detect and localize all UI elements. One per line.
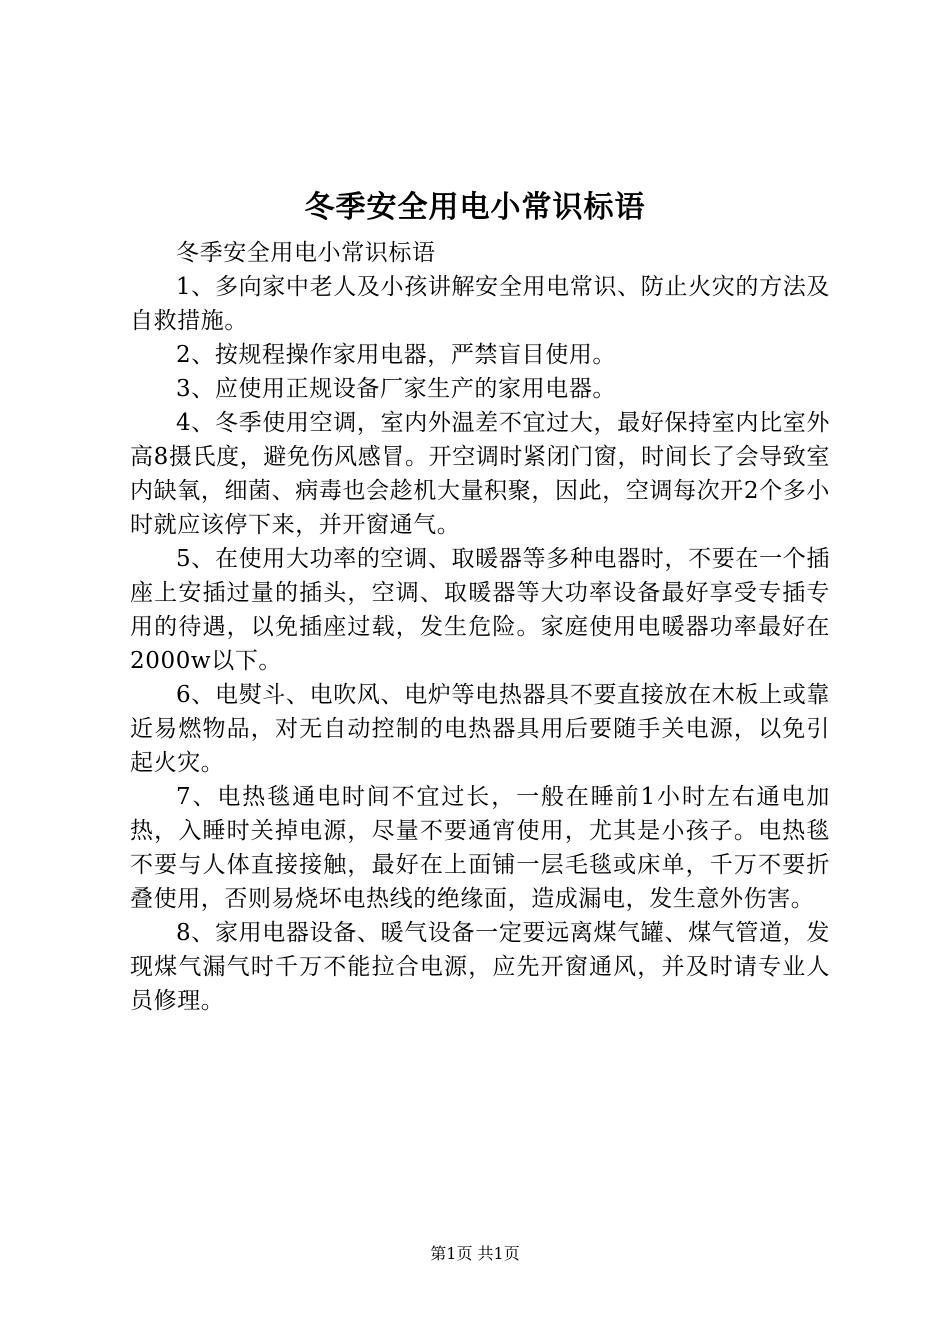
- paragraph-item-3: 3、应使用正规设备厂家生产的家用电器。: [176, 376, 617, 402]
- paragraph-item-1: 1、多向家中老人及小孩讲解安全用电常识、防止火灾的方法及自救措施。: [130, 274, 830, 334]
- paragraph-heading: 冬季安全用电小常识标语: [176, 240, 436, 266]
- paragraph-item-5: 5、在使用大功率的空调、取暖器等多种电器时，不要在一个插座上安插过量的插头，空调、取暖器等大功率设备最好享受专插专用的待遇，以免插座过载，发生危险。家庭使用电暖器功率最好在2000w以下。: [130, 546, 830, 674]
- paragraph-item-2: 2、按规程操作家用电器，严禁盲目使用。: [176, 342, 617, 368]
- paragraph-item-7: 7、电热毯通电时间不宜过长，一般在睡前1小时左右通电加热，入睡时关掉电源，尽量不要通宵使用，尤其是小孩子。电热毯不要与人体直接接触，最好在上面铺一层毛毯或床单，千万不要折叠使用，否则易烧坏电热线的绝缘面，造成漏电，发生意外伤害。: [130, 784, 830, 912]
- paragraph-item-4: 4、冬季使用空调，室内外温差不宜过大，最好保持室内比室外高8摄氏度，避免伤风感冒。开空调时紧闭门窗，时间长了会导致室内缺氧，细菌、病毒也会趁机大量积聚，因此，空调每次开2个多小时就应该停下来，并开窗通气。: [130, 410, 830, 538]
- document-title: 冬季安全用电小常识标语: [304, 190, 646, 225]
- page-number-footer: 第1页 共1页: [430, 1244, 520, 1263]
- document-body: [130, 236, 830, 1018]
- paragraph-item-6: 6、电熨斗、电吹风、电炉等电热器具不要直接放在木板上或靠近易燃物品，对无自动控制的电热器具用后要随手关电源，以免引起火灾。: [130, 682, 830, 776]
- paragraph-item-8: 8、家用电器设备、暖气设备一定要远离煤气罐、煤气管道，发现煤气漏气时千万不能拉合电源，应先开窗通风，并及时请专业人员修理。: [130, 920, 830, 1014]
